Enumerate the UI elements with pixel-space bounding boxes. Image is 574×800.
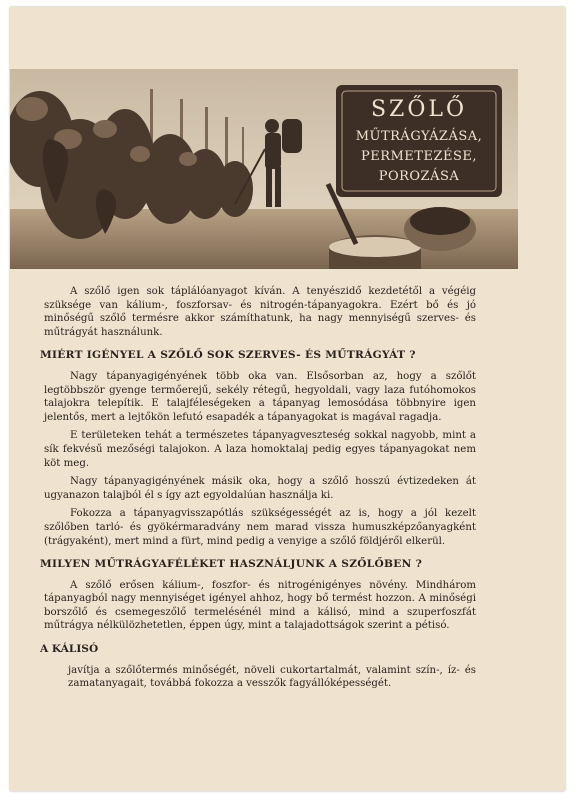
section-1-paragraph: Nagy tápanyagigényének több oka van. Elsősorban az, hogy a szőlőt legtöbbször gyenge termőerejű, sekély rétegű, hegyoldali, vagy laza futóhomokos talajokra telepítik. E talajféleségeken a tápanyag lemosódása többnyire igen jelentős, mert a lejtőkön lefutó esapadék a tápanyagokat is magával ragadja. xyxy=(44,370,476,423)
article-body xyxy=(40,285,476,691)
section-3-heading: A KÁLISÓ xyxy=(40,643,99,656)
intro-paragraph: A szőlő igen sok táplálóanyagot kíván. A tenyészidő kezdetétől a végéig szüksége van kálium-, foszforsav- és nitrogén-tápanyagokra. Ezért bő és jó minőségű szőlő termésre akkor számíthatunk, ha nagy mennyiségű szerves- és műtrágyát használunk. xyxy=(44,286,476,338)
title-line-3: PERMETEZÉSE, xyxy=(360,149,478,164)
section-1-paragraph: E területeken tehát a természetes tápanyagveszteség sokkal nagyobb, mint a sík fekvésű mezőségi talajokon. A laza homoktalaj pedig egyes tápanyagokat nem köt meg. xyxy=(44,430,476,469)
leaflet-page xyxy=(10,7,565,791)
title-line-4: POROZÁSA xyxy=(378,169,460,184)
title-line-2: MŰTRÁGYÁZÁSA, xyxy=(355,129,483,144)
title-line-1: SZŐLŐ xyxy=(370,97,468,122)
section-1-heading: MIÉRT IGÉNYEL A SZŐLŐ SOK SZERVES- ÉS MŰTRÁGYÁT ? xyxy=(40,349,416,362)
section-2-heading: MILYEN MŰTRÁGYAFÉLÉKET HASZNÁLJUNK A SZŐLŐBEN ? xyxy=(40,558,423,571)
section-3-paragraph: javítja a szőlőtermés minőségét, növeli cukortartalmát, valamint szín-, íz- és zamatanyagait, továbbá fokozza a vesszők fagyállóképességét. xyxy=(68,664,476,690)
section-1-paragraph: Fokozza a tápanyagvisszapótlás szükségességét az is, hogy a jól kezelt szőlőben tarló- és gyökérmaradvány nem marad vissza humuszképzőanyagként (trágyaként), mert mind a fürt, mind pedig a venyige a szőlő földjéről elkerül. xyxy=(44,508,476,547)
section-1-paragraph: Nagy tápanyagigényének másik oka, hogy a szőlő hosszú évtizedeken át ugyanazon talajból él s így azt egyoldalúan használja ki. xyxy=(44,476,476,501)
title-plaque xyxy=(336,87,502,197)
section-2-paragraph: A szőlő erősen kálium-, foszfor- és nitrogénigényes növény. Mindhárom tápanyagból nagy mennyiséget igényel ahhoz, hogy bő termést hozzon. A minőségi borszőlő és csemegeszőlő termelésénél mind a kálisó, mind a szuperfoszfát műtrágya nélkülözhetetlen, éppen úgy, mint a talajadottságok szerint a pétisó. xyxy=(44,579,476,632)
